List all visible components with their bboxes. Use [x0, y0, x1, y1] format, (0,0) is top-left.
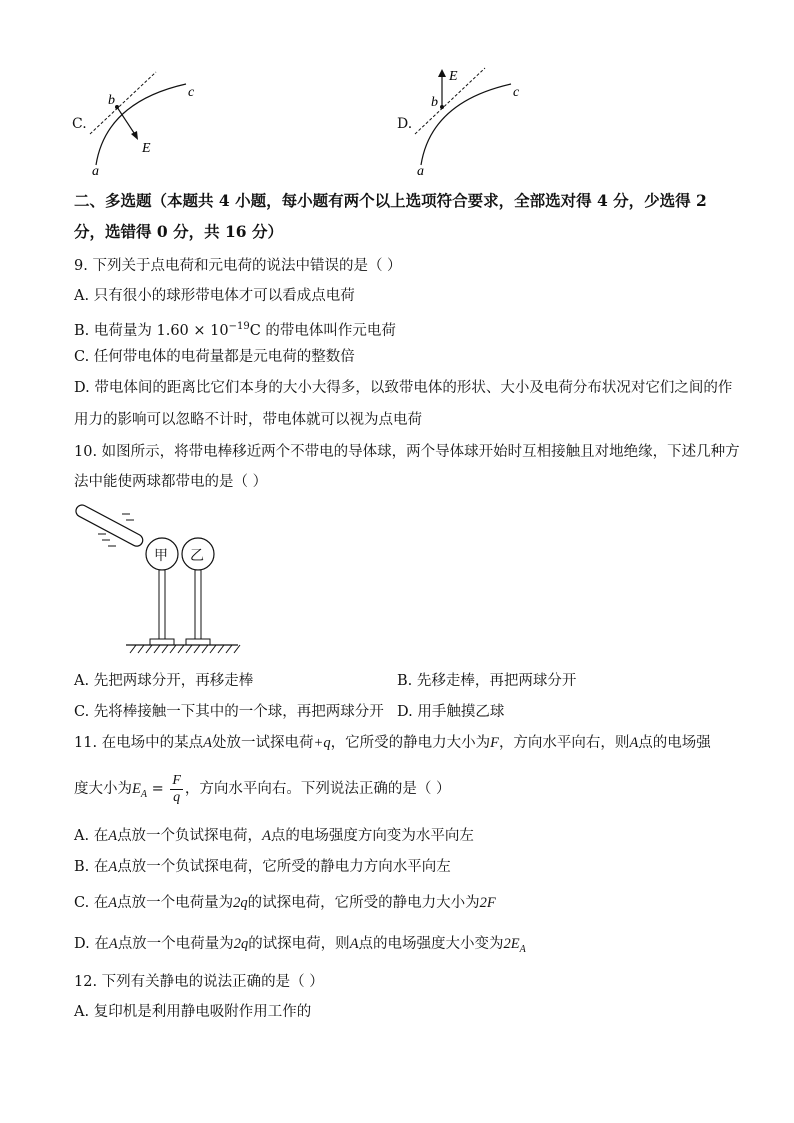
symbol-a: A	[629, 735, 639, 751]
option-c-label: C.	[72, 116, 87, 132]
symbol-2ea: 2E	[503, 936, 520, 952]
q9-option-d-line2: 用力的影响可以忽略不计时，带电体就可以视为点电荷	[74, 412, 422, 428]
q10-option-d: D. 用手触摸乙球	[397, 704, 505, 720]
tangent-dashed-line	[90, 72, 156, 134]
q10-stem-line2: 法中能使两球都带电的是（ ）	[74, 474, 268, 490]
symbol-a: A	[108, 828, 118, 844]
text: A. 在	[74, 828, 109, 844]
q11-option-c	[74, 893, 496, 913]
text: 11. 在电场中的某点	[74, 735, 204, 751]
text: 点放一个负试探电荷，它所受的静电力方向水平向左	[117, 859, 451, 875]
label-e: E	[142, 141, 151, 156]
symbol-2f: 2F	[479, 895, 496, 911]
text: 点的电场强度大小变为	[358, 936, 504, 952]
conductor-balls-diagram	[70, 500, 250, 664]
q10-stem-line1: 10. 如图所示，将带电棒移近两个不带电的导体球，两个导体球开始时互相接触且对地绝缘，下述几种方	[74, 444, 740, 460]
symbol-2ea-sub: A	[519, 943, 526, 955]
symbol-a: A	[108, 936, 118, 952]
text: 点放一个电荷量为	[117, 936, 234, 952]
q9-option-b-pre: B. 电荷量为 1.60 × 10	[74, 322, 229, 339]
q9-stem: 9. 下列关于点电荷和元电荷的说法中错误的是（ ）	[74, 258, 402, 274]
text: ，它所受的静电力大小为	[330, 735, 491, 751]
q11-stem-line1	[74, 733, 711, 753]
numerator: F	[172, 772, 181, 788]
text: 点的电场强	[638, 735, 711, 751]
symbol-f: F	[490, 735, 499, 751]
text: 度大小为	[74, 781, 132, 797]
arrow-head	[131, 131, 138, 140]
text: 点放一个电荷量为	[117, 895, 234, 911]
ball-jia-label: 甲	[154, 548, 168, 564]
symbol-a: A	[108, 895, 118, 911]
base-yi	[186, 639, 210, 645]
symbol-2q: 2q	[233, 895, 248, 911]
ground-hatching	[130, 645, 240, 653]
denominator: q	[173, 789, 181, 805]
text: D. 在	[74, 936, 109, 952]
symbol-a: A	[349, 936, 359, 952]
q11-option-a	[74, 826, 474, 846]
text: 处放一试探电荷	[212, 735, 314, 751]
fraction-f-over-q	[170, 773, 183, 806]
q10-option-b: B. 先移走棒，再把两球分开	[397, 673, 577, 689]
equals-sign: =	[146, 781, 169, 797]
label-a: a	[92, 164, 99, 179]
label-b: b	[431, 95, 438, 110]
q9-option-c: C. 任何带电体的电荷量都是元电荷的整数倍	[74, 349, 355, 365]
q11-stem-line2	[74, 772, 451, 812]
figure-option-d	[395, 62, 555, 180]
stand-jia	[159, 570, 165, 640]
q9-option-a: A. 只有很小的球形带电体才可以看成点电荷	[74, 288, 355, 304]
q9-option-b	[74, 317, 396, 341]
charged-rod	[74, 503, 145, 548]
arrow-head	[438, 69, 446, 77]
q9-option-b-post: C 的带电体叫作元电荷	[249, 322, 396, 339]
text: 点放一个负试探电荷，	[117, 828, 263, 844]
symbol-a: A	[108, 859, 118, 875]
section-heading-line1: 二、多选题（本题共 4 小题，每小题有两个以上选项符合要求，全部选对得 4 分，少选得 2	[74, 191, 707, 210]
q10-figure	[70, 500, 250, 664]
base-jia	[150, 639, 174, 645]
text: 的试探电荷，则	[248, 936, 350, 952]
q10-option-c: C. 先将棒接触一下其中的一个球，再把两球分开	[74, 704, 384, 720]
q12-option-a: A. 复印机是利用静电吸附作用工作的	[74, 1004, 312, 1020]
q9-option-b-exponent: −19	[228, 321, 250, 332]
text: 的试探电荷，它所受的静电力大小为	[247, 895, 480, 911]
option-d-label: D.	[397, 116, 413, 132]
text: B. 在	[74, 859, 109, 875]
label-c: c	[188, 85, 195, 100]
symbol-ea-sub: A	[140, 788, 147, 800]
q9-option-d-line1: D. 带电体间的距离比它们本身的大小大得多，以致带电体的形状、大小及电荷分布状况对它们之间的作	[74, 380, 733, 396]
text: ，方向水平向右。下列说法正确的是（ ）	[184, 781, 451, 797]
q11-option-b	[74, 857, 451, 877]
text: C. 在	[74, 895, 109, 911]
symbol-2q: 2q	[233, 936, 249, 952]
figure-option-c	[70, 62, 230, 180]
label-a: a	[417, 164, 424, 179]
ball-yi-label: 乙	[190, 548, 204, 564]
text: ，方向水平向右，则	[498, 735, 630, 751]
stand-yi	[195, 570, 201, 640]
section-heading-line2: 分，选错得 0 分，共 16 分）	[74, 222, 283, 241]
symbol-q: +q	[313, 735, 331, 751]
label-b: b	[108, 93, 115, 108]
field-line-diagram-d	[395, 62, 555, 180]
symbol-a: A	[262, 828, 271, 844]
q12-stem: 12. 下列有关静电的说法正确的是（ ）	[74, 974, 324, 990]
q11-option-d	[74, 934, 526, 960]
q10-option-a: A. 先把两球分开，再移走棒	[74, 673, 254, 689]
label-e: E	[449, 69, 458, 84]
text: 点的电场强度方向变为水平向左	[270, 828, 474, 844]
symbol-ea: E	[132, 781, 141, 797]
symbol-a: A	[203, 735, 213, 751]
label-c: c	[513, 85, 520, 100]
field-line-diagram-c	[70, 62, 230, 180]
